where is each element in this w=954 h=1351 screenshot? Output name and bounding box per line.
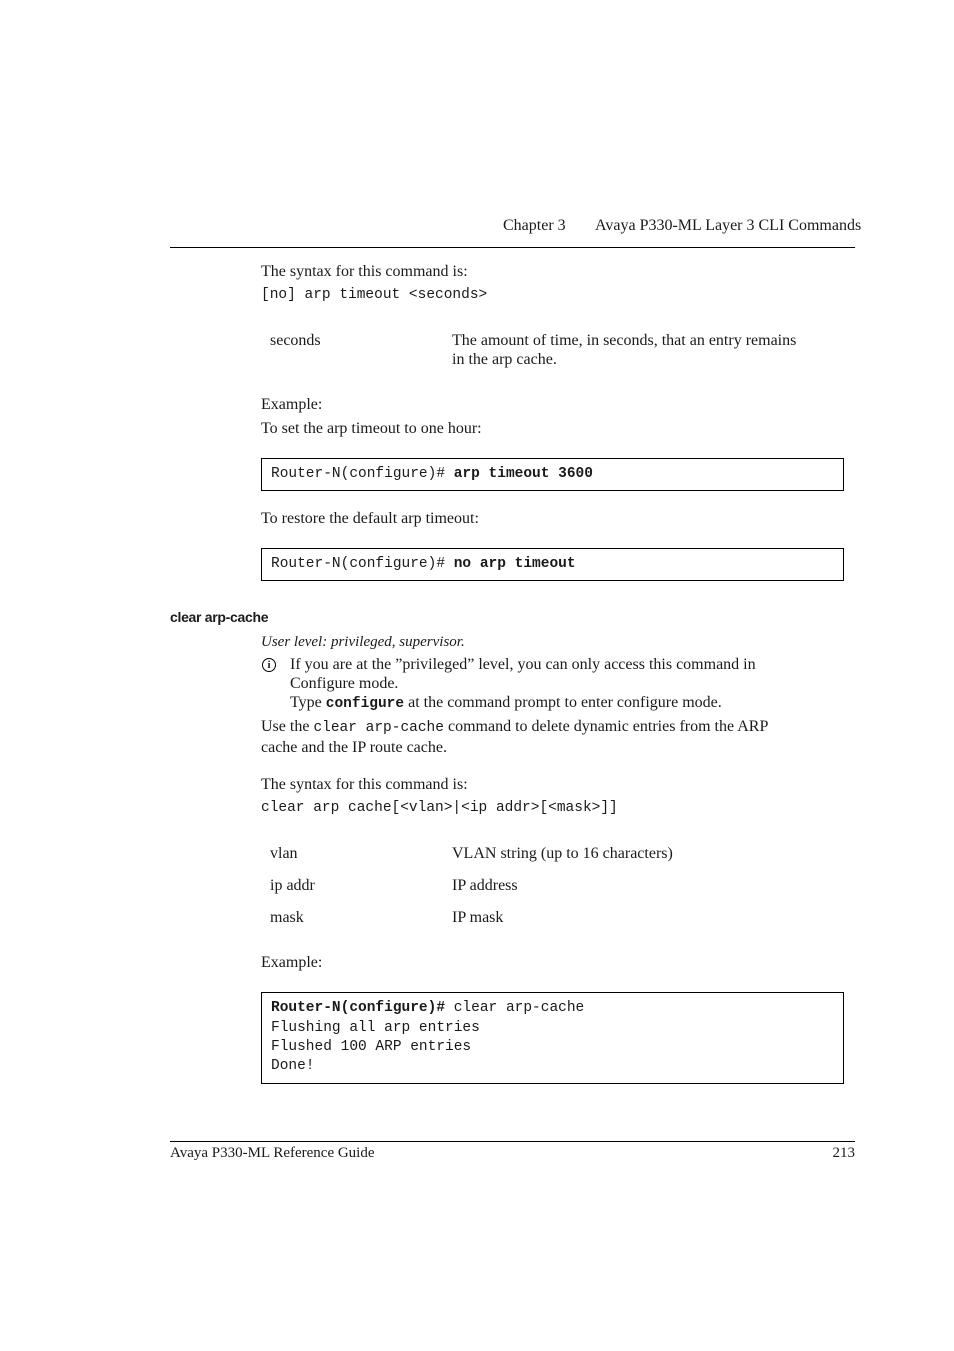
note [290,655,830,714]
param-name: vlan [270,845,298,862]
syntax-line: [no] arp timeout <seconds> [261,287,488,303]
note-text: Type [290,694,326,711]
param-description: IP mask [452,909,504,926]
note-line: If you are at the ”privileged” level, you can only access this command in [290,656,756,673]
param-description: IP address [452,877,518,894]
note-text: at the command prompt to enter configure mode. [404,694,722,711]
running-header-chapter: Chapter 3 [503,217,566,234]
syntax-intro: The syntax for this command is: [261,776,468,793]
code-line [271,555,576,574]
param-name: mask [270,909,304,926]
syntax-intro: The syntax for this command is: [261,263,468,280]
header-rule [170,247,855,248]
code-output-line: Flushed 100 ARP entries [271,1039,472,1055]
param-name: seconds [270,332,321,349]
user-level: User level: privileged, supervisor. [261,634,465,650]
param-description-line: The amount of time, in seconds, that an entry remains [452,332,797,349]
cli-command: arp timeout 3600 [453,466,593,482]
cli-prompt: Router-N(configure)# [271,466,454,482]
set-intro: To set the arp timeout to one hour: [261,420,482,437]
description-text: Use the [261,718,314,735]
description-line [261,717,841,738]
code-box-set [261,458,844,491]
code-output-line: Done! [271,1058,315,1074]
note-line [290,693,830,714]
cli-command: no arp timeout [453,556,576,572]
restore-intro: To restore the default arp timeout: [261,510,479,527]
example-label: Example: [261,954,323,971]
footer-guide-title: Avaya P330-ML Reference Guide [170,1145,375,1161]
running-header-title: Avaya P330-ML Layer 3 CLI Commands [595,217,862,234]
footer-rule [170,1141,855,1142]
inline-command: configure [325,696,405,712]
syntax-line: clear arp cache[<vlan>|<ip addr>[<mask>]] [261,800,618,816]
inline-command: clear arp-cache [313,720,444,736]
code-box-example [261,992,844,1084]
page-number: 213 [832,1145,855,1161]
info-icon: i [262,658,276,672]
note-line: Configure mode. [290,675,399,692]
param-description [452,331,842,369]
description-paragraph [261,717,841,757]
code-line [271,465,593,484]
param-description-line: in the arp cache. [452,351,557,368]
code-output-line: Flushing all arp entries [271,1020,480,1036]
code-line [271,999,584,1018]
code-box-restore [261,548,844,581]
cli-command: clear arp-cache [445,1000,585,1016]
cli-prompt: Router-N(configure)# [271,556,454,572]
section-heading: clear arp-cache [170,609,269,625]
cli-prompt: Router-N(configure)# [271,1000,446,1016]
description-line: cache and the IP route cache. [261,739,447,756]
param-name: ip addr [270,877,315,894]
description-text: command to delete dynamic entries from the ARP [443,718,769,735]
example-label: Example: [261,396,323,413]
param-description: VLAN string (up to 16 characters) [452,845,673,862]
